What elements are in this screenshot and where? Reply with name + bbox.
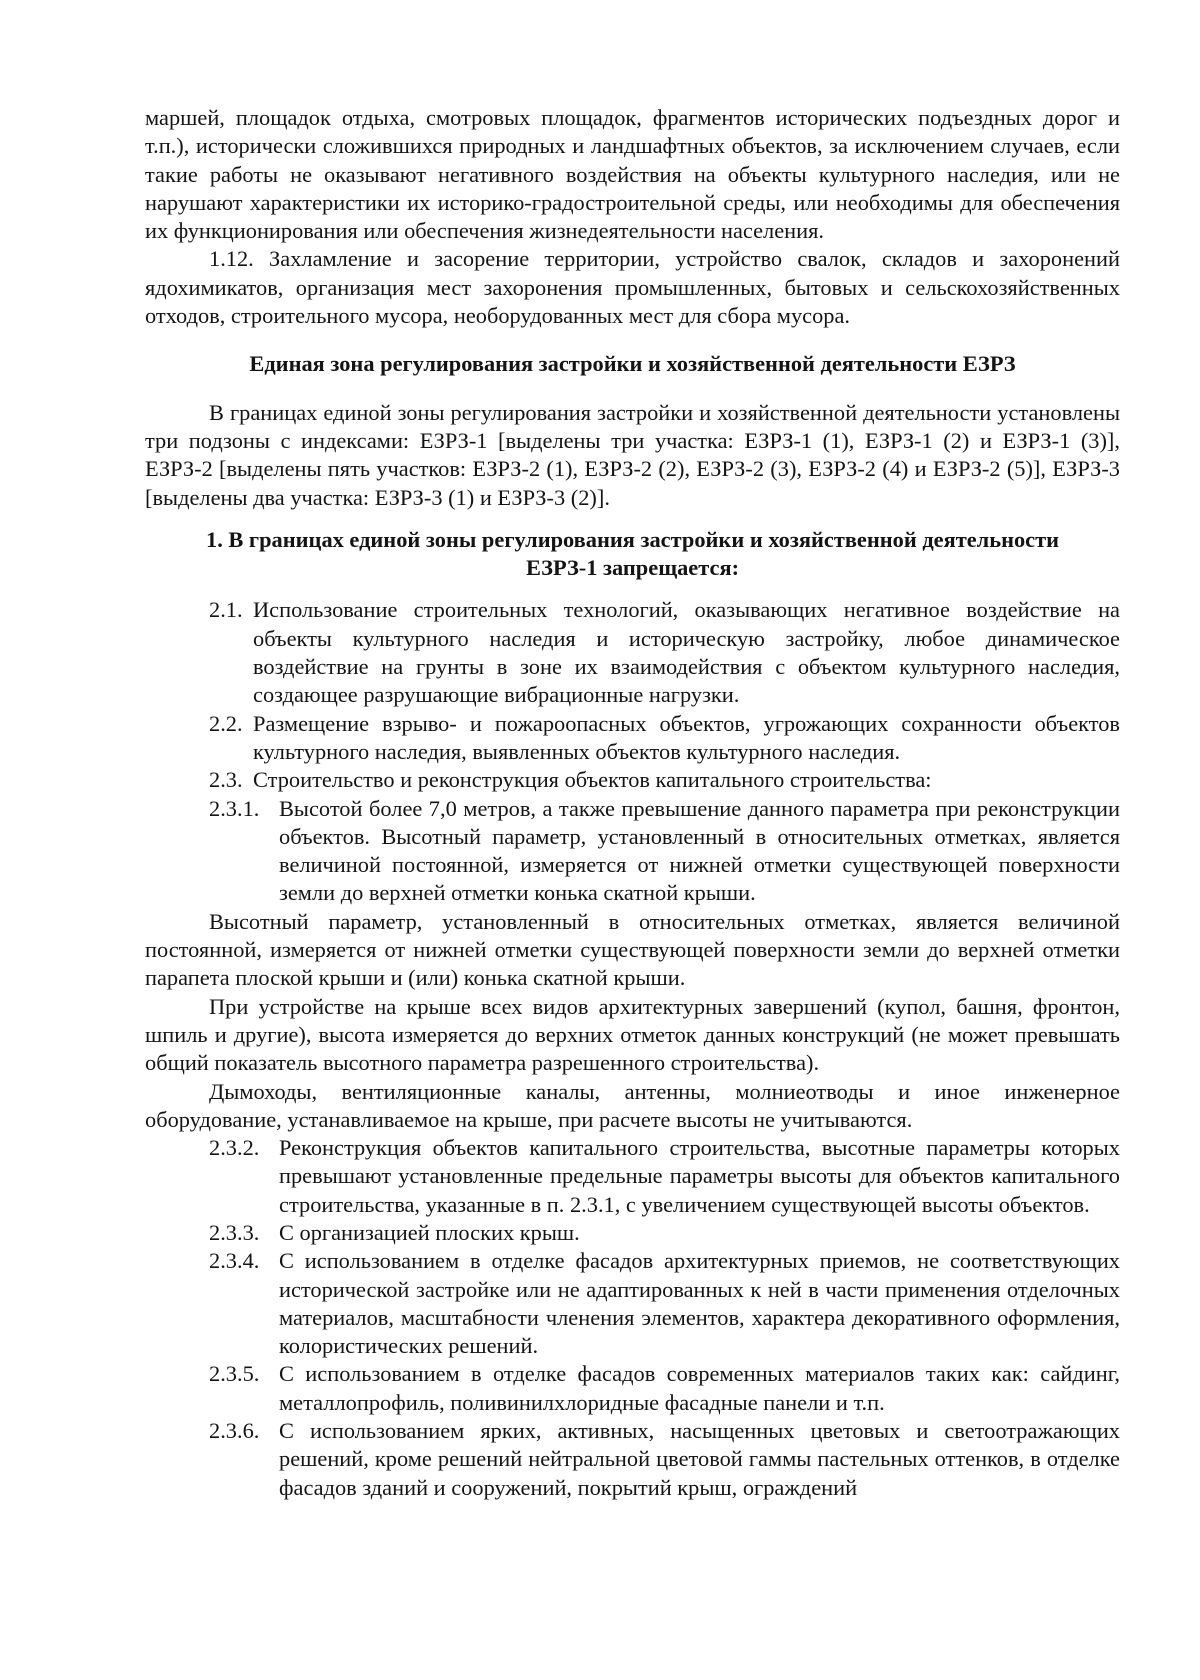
paragraph-continuation: маршей, площадок отдыха, смотровых площадок, фрагментов исторических подъездных дорог и т.п.), исторически сложившихся природных и ландшафтных объектов, за исключением случаев, если такие работы не оказывают негативного воздействия на объекты культурного наследия, или не нарушают характеристики их историко-градостроительной среды, или необходимы для обеспечения их функционирования или обеспечения жизнедеятельности населения. <box>145 105 1120 244</box>
paragraph-item-1-12: 1.12. Захламление и засорение территории, устройство свалок, складов и захоронений ядохимикатов, организация мест захоронения промышленных, бытовых и сельскохозяйственных отходов, строительного мусора, необорудованных мест для сбора мусора. <box>145 246 1120 329</box>
list-item-2-3-6 <box>145 1417 1120 1502</box>
paragraph-chimneys: Дымоходы, вентиляционные каналы, антенны, молниеотводы и иное инженерное оборудование, устанавливаемое на крыше, при расчете высоты не учитываются. <box>145 1078 1120 1132</box>
list-item-number: 2.1. <box>209 597 243 623</box>
list-item-text: С использованием в отделке фасадов современных материалов таких как: сайдинг, металлопрофиль, поливинилхлоридные фасадные панели и т.п. <box>279 1361 1120 1415</box>
paragraph-roof-structures: При устройстве на крыше всех видов архитектурных завершений (купол, башня, фронтон, шпиль и другие), высота измеряется до верхних отметок данных конструкций (не может превышать общий показатель высотного параметра разрешенного строительства). <box>145 993 1120 1076</box>
list-item-number: 2.3.3. <box>209 1219 260 1245</box>
document-page <box>145 104 1120 1502</box>
list-item-2-1 <box>145 596 1120 709</box>
list-item-2-2 <box>145 710 1120 767</box>
list-item-text: Высотой более 7,0 метров, а также превышение данного параметра при реконструкции объектов. Высотный параметр, установленный в относительных отметках, является величиной постоянной, измеряется от нижней отметки существующей поверхности земли до верхней отметки конька скатной крыши. <box>279 795 1120 906</box>
list-item-2-3 <box>145 766 1120 794</box>
list-item-2-3-1 <box>145 795 1120 908</box>
list-item-text: С использованием ярких, активных, насыщенных цветовых и светоотражающих решений, кроме решений нейтральной цветовой гаммы пастельных оттенков, в отделке фасадов зданий и сооружений, покрытий крыш, ограждений <box>279 1418 1120 1500</box>
list-item-number: 2.3.1. <box>209 795 260 821</box>
list-item-number: 2.3. <box>209 767 243 793</box>
list-item-text: Реконструкция объектов капитального строительства, высотные параметры которых превышают установленные предельные параметры высоты для объектов капитального строительства, указанные в п. 2.3.1, с увеличением существующей высоты объектов. <box>279 1135 1120 1217</box>
list-item-text: Размещение взрыво- и пожароопасных объектов, угрожающих сохранности объектов культурного наследия, выявленных объектов культурного наследия. <box>253 710 1120 764</box>
list-item-text: Использование строительных технологий, оказывающих негативное воздействие на объекты культурного наследия и историческую застройку, любое динамическое воздействие на грунты в зоне их взаимодействия с объектом культурного наследия, создающее разрушающие вибрационные нагрузки. <box>253 597 1120 708</box>
section-heading-ezrz: Единая зона регулирования застройки и хозяйственной деятельности ЕЗРЗ <box>249 351 1016 377</box>
list-item-number: 2.3.5. <box>209 1361 260 1387</box>
paragraph-height-parameter: Высотный параметр, установленный в относительных отметках, является величиной постоянной, измеряется от нижней отметки существующей поверхности земли до верхней отметки парапета плоской крыши и (или) конька скатной крыши. <box>145 908 1120 991</box>
list-item-text: С организацией плоских крыш. <box>279 1219 580 1245</box>
list-item-2-3-4 <box>145 1247 1120 1360</box>
list-item-2-3-3 <box>145 1219 1120 1247</box>
list-item-number: 2.2. <box>209 710 243 736</box>
list-item-2-3-2 <box>145 1134 1120 1219</box>
list-item-number: 2.3.6. <box>209 1418 260 1444</box>
list-item-text: Строительство и реконструкция объектов капитального строительства: <box>253 767 932 793</box>
section-heading-line-2: ЕЗРЗ-1 запрещается: <box>525 555 740 581</box>
list-item-text: С использованием в отделке фасадов архитектурных приемов, не соответствующих исторической застройке или не адаптированных к ней в части применения отделочных материалов, масштабности членения элементов, характера декоративного оформления, колористических решений. <box>279 1248 1120 1359</box>
paragraph-subzones: В границах единой зоны регулирования застройки и хозяйственной деятельности установлены три подзоны с индексами: ЕЗРЗ-1 [выделены три участка: ЕЗРЗ-1 (1), ЕЗРЗ-1 (2) и ЕЗРЗ-1 (3)], ЕЗРЗ-2 [выделены пять участков: ЕЗРЗ-2 (1), ЕЗРЗ-2 (2), ЕЗРЗ-2 (3), ЕЗРЗ-2 (4) и ЕЗРЗ-2 (5)], ЕЗРЗ-3 [выделены два участка: ЕЗРЗ-3 (1) и ЕЗРЗ-3 (2)]. <box>145 399 1120 510</box>
list-item-number: 2.3.2. <box>209 1135 260 1161</box>
list-item-2-3-5 <box>145 1360 1120 1417</box>
section-heading-ezrz-1 <box>145 526 1120 583</box>
list-item-number: 2.3.4. <box>209 1248 260 1274</box>
section-heading-line-1: 1. В границах единой зоны регулирования застройки и хозяйственной деятельности <box>206 526 1059 552</box>
